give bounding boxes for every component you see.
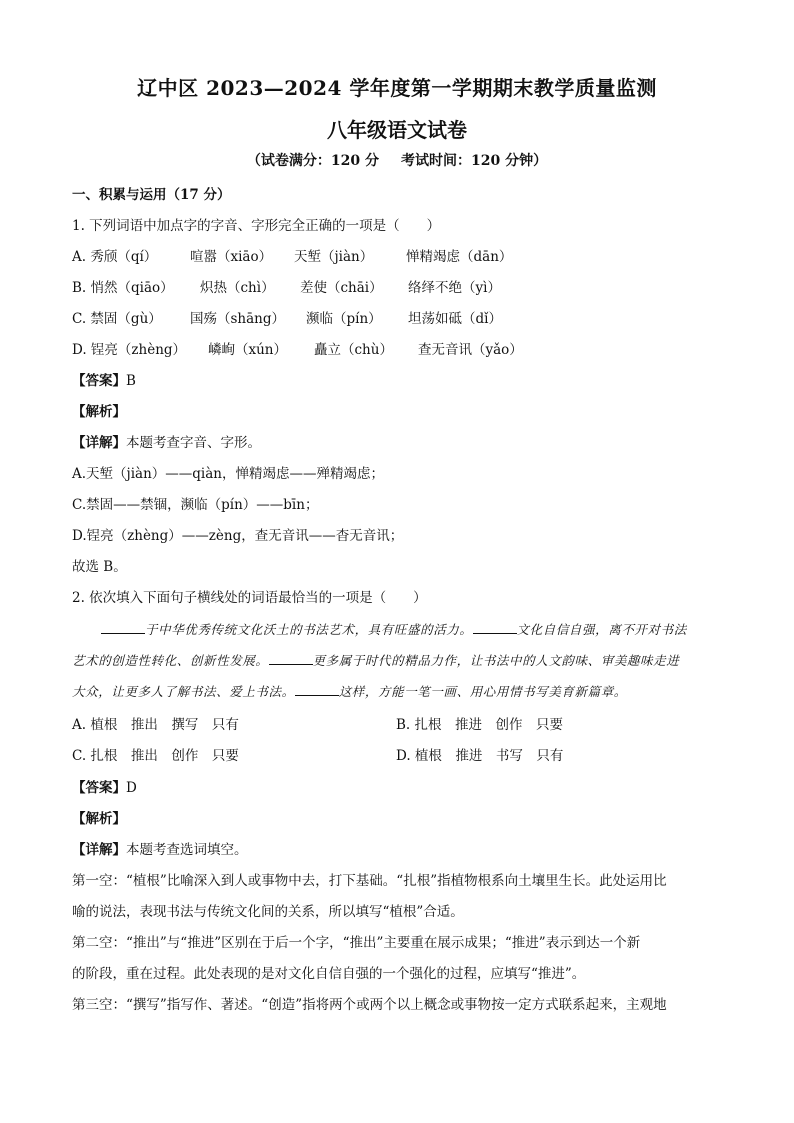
q2-passage-line: [72, 682, 627, 700]
passage-text: 更多属于时代的精品力作，让书法中的人文韵味、审美趣味走进: [312, 653, 680, 668]
blank: [101, 621, 145, 634]
q1-d-word-4: 查无音讯（yǎo）: [418, 342, 523, 358]
time-info: 考试时间：120 分钟）: [401, 153, 548, 169]
q2-passage-line: [101, 620, 687, 638]
q1-d-word-2: 嶙峋（xún）: [208, 342, 288, 358]
q1-c-word-1: C. 禁固（gù）: [72, 311, 162, 327]
blank: [295, 683, 339, 696]
answer-value: D: [126, 780, 137, 796]
q2-explain-line: 的阶段，重在过程。此处表现的是对文化自信自强的一个强化的过程，应填写“推进”。: [72, 966, 586, 982]
q2-explain-line: 喻的说法，表现书法与传统文化间的关系，所以填写“植根”合适。: [72, 904, 464, 920]
q2-passage-line: [72, 651, 679, 669]
q1-answer: [72, 369, 136, 389]
passage-text: 这样，方能一笔一画、用心用情书写美育新篇章。: [338, 684, 627, 699]
answer-label: 【答案】: [72, 780, 126, 796]
q1-option-d: [72, 338, 523, 358]
passage-text: 大众，让更多人了解书法、爱上书法。: [72, 684, 295, 699]
q1-detail: [72, 431, 261, 451]
answer-value: B: [126, 373, 136, 389]
blank: [269, 652, 313, 665]
detail-label: 【详解】: [72, 842, 126, 858]
q1-a-word-2: 喧嚣（xiāo）: [190, 249, 273, 265]
q1-explain-line: A.天堑（jiàn）——qiàn，惮精竭虑——殚精竭虑；: [72, 466, 384, 482]
q1-b-word-1: B. 悄然（qiāo）: [72, 280, 174, 296]
q1-analysis-label: 【解析】: [72, 404, 126, 420]
q1-c-word-2: 国殇（shāng）: [190, 311, 286, 327]
q1-explain-line: 故选 B。: [72, 559, 127, 575]
q1-b-word-4: 络绎不绝（yì）: [408, 280, 501, 296]
q1-a-word-4: 惮精竭虑（dān）: [406, 249, 513, 265]
exam-subtitle: 八年级语文试卷: [327, 118, 467, 142]
q1-d-word-1: D. 锃亮（zhèng）: [72, 342, 187, 358]
detail-text: 本题考查选词填空。: [126, 842, 248, 858]
q1-d-word-3: 矗立（chù）: [314, 342, 393, 358]
q1-b-word-2: 炽热（chì）: [200, 280, 275, 296]
q1-c-word-3: 濒临（pín）: [306, 311, 382, 327]
q1-c-word-4: 坦荡如砥（dǐ）: [408, 311, 502, 327]
passage-text: 于中华优秀传统文化沃土的书法艺术，具有旺盛的活力。: [145, 622, 473, 637]
q1-option-a: [72, 245, 512, 265]
q1-option-b: [72, 276, 501, 296]
exam-info: [0, 150, 794, 170]
q1-a-word-3: 天堑（jiàn）: [294, 249, 374, 265]
question-2-stem: 2. 依次填入下面句子横线处的词语最恰当的一项是（ ）: [72, 590, 427, 606]
q2-detail: [72, 838, 248, 858]
q1-explain-line: C.禁固——禁锢，濒临（pín）——bīn；: [72, 497, 319, 513]
q2-answer: [72, 776, 137, 796]
q2-explain-line: 第三空：“撰写”指写作、著述。“创造”指将两个或两个以上概念或事物按一定方式联系起来，主观地: [72, 997, 667, 1013]
q2-explain-line: 第二空：“推出”与“推进”区别在于后一个字，“推出”主要重在展示成果；“推进”表示到达一个新: [72, 935, 641, 951]
blank: [473, 621, 517, 634]
passage-text: 文化自信自强，离不开对书法: [516, 622, 687, 637]
q2-explain-line: 第一空：“植根”比喻深入到人或事物中去，打下基础。“扎根”指植物根系向土壤里生长。此处运用比: [72, 873, 667, 889]
q1-b-word-3: 差使（chāi）: [300, 280, 383, 296]
section-heading: 一、积累与运用（17 分）: [72, 187, 231, 203]
q2-analysis-label: 【解析】: [72, 811, 126, 827]
score-info: （试卷满分：120 分: [246, 153, 379, 169]
q1-a-word-1: A. 秀颀（qí）: [72, 249, 158, 265]
detail-text: 本题考查字音、字形。: [126, 435, 261, 451]
exam-title: 辽中区 2023—2024 学年度第一学期期末教学质量监测: [137, 76, 657, 100]
q2-option-a: A. 植根 推出 撰写 只有: [72, 717, 239, 733]
question-1-stem: 1. 下列词语中加点字的字音、字形完全正确的一项是（ ）: [72, 218, 441, 234]
q2-option-c: C. 扎根 推出 创作 只要: [72, 748, 239, 764]
answer-label: 【答案】: [72, 373, 126, 389]
passage-text: 艺术的创造性转化、创新性发展。: [72, 653, 269, 668]
q1-explain-line: D.锃亮（zhèng）——zèng，查无音讯——杳无音讯；: [72, 528, 404, 544]
q1-option-c: [72, 307, 502, 327]
q2-option-b: B. 扎根 推进 创作 只要: [396, 717, 564, 733]
q2-option-d: D. 植根 推进 书写 只有: [396, 748, 564, 764]
detail-label: 【详解】: [72, 435, 126, 451]
